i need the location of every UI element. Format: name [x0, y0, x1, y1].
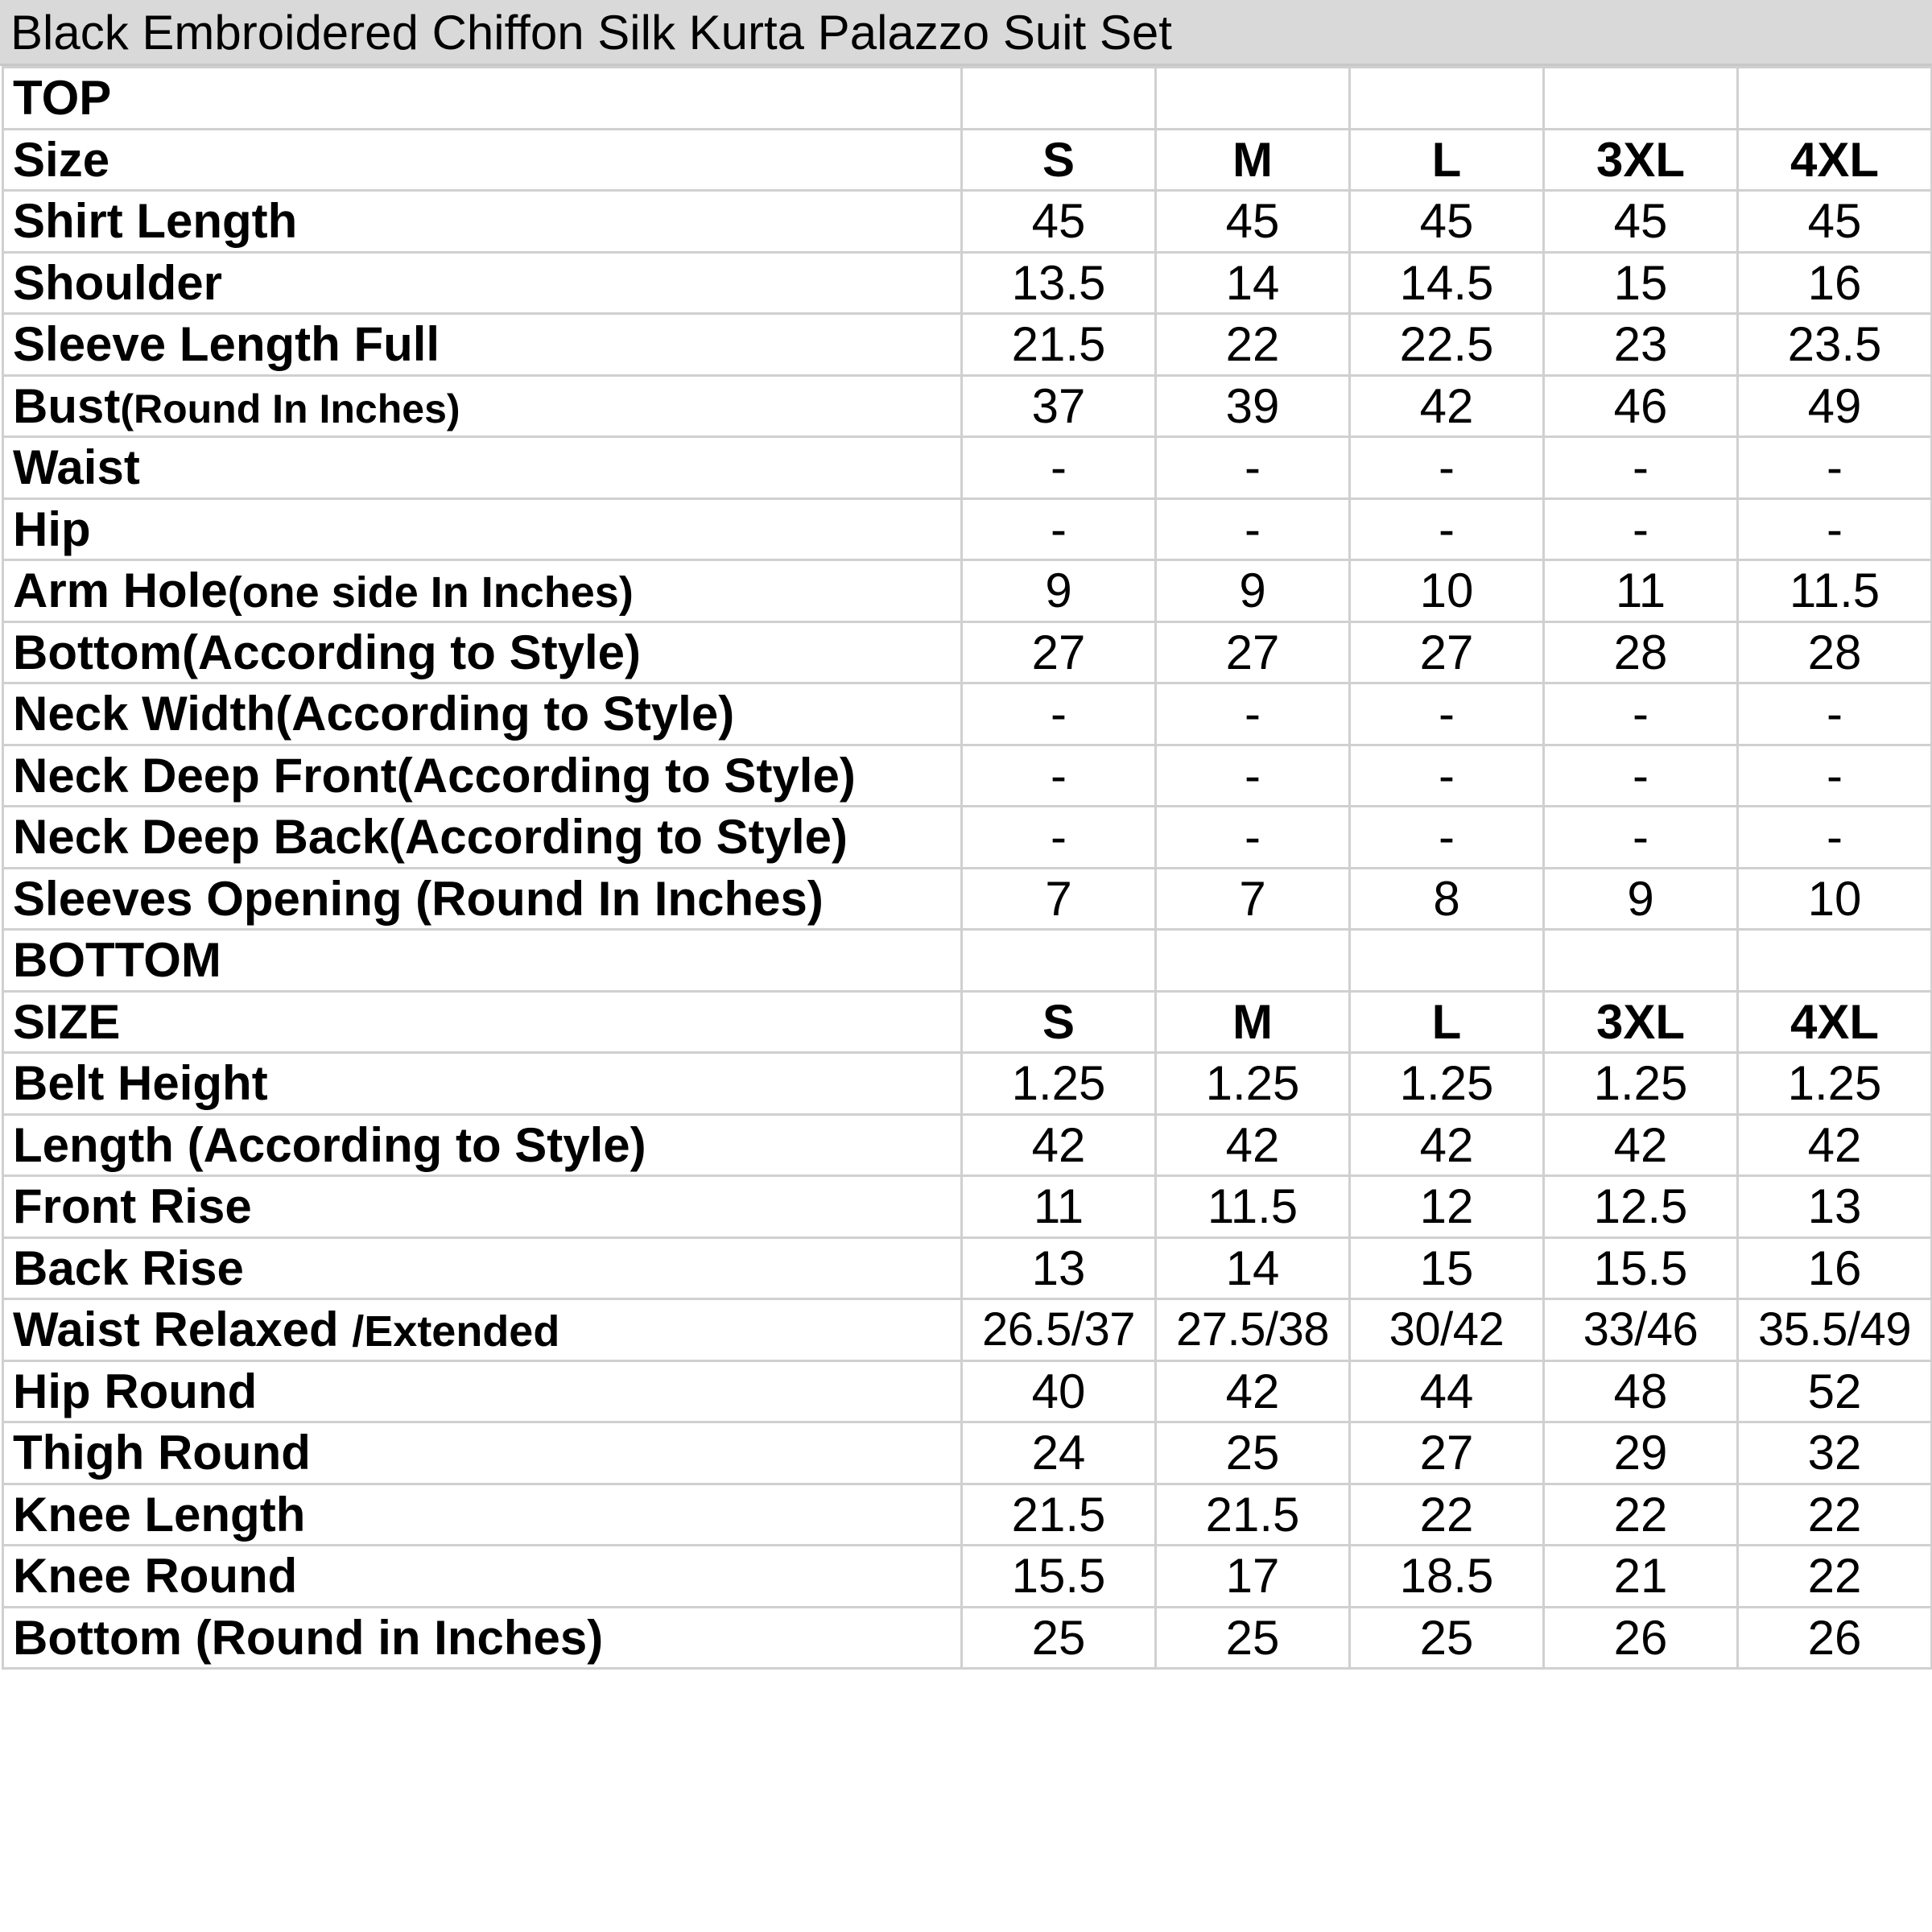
measurement-value-cell: 10 — [1350, 560, 1544, 622]
measurement-value-cell: 21.5 — [962, 1484, 1156, 1546]
measurement-value-cell: 35.5/49 — [1738, 1299, 1932, 1361]
measurement-value-cell: 21.5 — [962, 314, 1156, 376]
measurement-label: Neck Width(According to Style) — [13, 687, 735, 741]
measurement-value-cell: 14.5 — [1350, 252, 1544, 314]
measurement-value-cell: 9 — [1156, 560, 1350, 622]
measurement-value-cell: 27 — [1350, 621, 1544, 683]
measurement-value-cell: 28 — [1544, 621, 1738, 683]
measurement-value-cell: - — [1156, 498, 1350, 560]
measurement-label-cell — [3, 1176, 962, 1238]
measurement-value-cell: 14 — [1156, 1237, 1350, 1299]
measurement-value-cell: - — [1350, 745, 1544, 807]
measurement-value-cell: 16 — [1738, 252, 1932, 314]
measurement-label: Hip — [13, 502, 91, 556]
measurement-label-cell — [3, 375, 962, 437]
size-header-cell: 4XL — [1738, 129, 1932, 191]
measurement-value-cell: 22 — [1350, 1484, 1544, 1546]
measurement-label: Neck Deep Front(According to Style) — [13, 748, 856, 803]
measurement-value-cell: 14 — [1156, 252, 1350, 314]
measurement-value-cell: 27 — [1350, 1422, 1544, 1484]
measurement-value-cell: 1.25 — [962, 1053, 1156, 1115]
size-chart-body — [3, 68, 1932, 1669]
measurement-value-cell: 29 — [1544, 1422, 1738, 1484]
top-section-row — [3, 68, 1932, 130]
size-chart-table — [2, 66, 1932, 1670]
measurement-value-cell: 26 — [1544, 1607, 1738, 1669]
table-row — [3, 868, 1932, 930]
measurement-label-cell — [3, 314, 962, 376]
measurement-label-cell — [3, 621, 962, 683]
size-header-cell: 3XL — [1544, 129, 1738, 191]
top-size-header-row — [3, 129, 1932, 191]
measurement-value-cell: - — [1738, 498, 1932, 560]
bottom-section-label: BOTTOM — [3, 930, 962, 992]
measurement-label-cell — [3, 1053, 962, 1115]
measurement-value-cell: - — [1350, 498, 1544, 560]
table-row — [3, 621, 1932, 683]
measurement-value-cell: 42 — [1156, 1360, 1350, 1422]
size-header-cell: M — [1156, 991, 1350, 1053]
measurement-value-cell: 37 — [962, 375, 1156, 437]
measurement-note: (one side In Inches) — [227, 568, 634, 617]
measurement-value-cell: - — [962, 745, 1156, 807]
table-row — [3, 314, 1932, 376]
measurement-value-cell: 27 — [962, 621, 1156, 683]
measurement-value-cell: 8 — [1350, 868, 1544, 930]
measurement-label: Waist — [13, 440, 140, 495]
measurement-value-cell: - — [1544, 498, 1738, 560]
empty-cell — [1738, 68, 1932, 130]
measurement-value-cell: 48 — [1544, 1360, 1738, 1422]
measurement-label: Arm Hole — [13, 564, 228, 618]
measurement-label: Length (According to Style) — [13, 1117, 646, 1172]
table-row — [3, 1176, 1932, 1238]
measurement-value-cell: - — [1156, 807, 1350, 869]
measurement-label-cell — [3, 498, 962, 560]
table-row — [3, 252, 1932, 314]
table-row — [3, 1360, 1932, 1422]
measurement-value-cell: 25 — [962, 1607, 1156, 1669]
measurement-value-cell: 42 — [1544, 1114, 1738, 1176]
bottom-size-header-row — [3, 991, 1932, 1053]
measurement-value-cell: - — [1350, 683, 1544, 745]
measurement-label: Sleeves Opening (Round In Inches) — [13, 871, 824, 926]
measurement-value-cell: 26.5/37 — [962, 1299, 1156, 1361]
measurement-label: Belt Height — [13, 1056, 268, 1111]
empty-cell — [1544, 68, 1738, 130]
measurement-value-cell: 22 — [1544, 1484, 1738, 1546]
measurement-value-cell: 45 — [1738, 191, 1932, 253]
measurement-label-cell — [3, 1546, 962, 1608]
measurement-label: Shoulder — [13, 255, 223, 310]
measurement-value-cell: 42 — [1350, 1114, 1544, 1176]
measurement-label: Waist Relaxed — [13, 1302, 353, 1357]
measurement-value-cell: 11 — [1544, 560, 1738, 622]
measurement-value-cell: 22 — [1156, 314, 1350, 376]
table-row — [3, 1422, 1932, 1484]
measurement-label-cell — [3, 252, 962, 314]
measurement-value-cell: 25 — [1350, 1607, 1544, 1669]
measurement-value-cell: - — [1738, 745, 1932, 807]
measurement-value-cell: 23.5 — [1738, 314, 1932, 376]
measurement-value-cell: 52 — [1738, 1360, 1932, 1422]
measurement-value-cell: - — [962, 498, 1156, 560]
measurement-value-cell: 39 — [1156, 375, 1350, 437]
chart-title: Black Embroidered Chiffon Silk Kurta Palazzo Suit Set — [0, 0, 1932, 66]
table-row — [3, 1237, 1932, 1299]
table-row — [3, 807, 1932, 869]
measurement-value-cell: 7 — [962, 868, 1156, 930]
measurement-value-cell: 18.5 — [1350, 1546, 1544, 1608]
measurement-value-cell: 16 — [1738, 1237, 1932, 1299]
measurement-value-cell: 10 — [1738, 868, 1932, 930]
measurement-value-cell: 45 — [962, 191, 1156, 253]
measurement-value-cell: 25 — [1156, 1422, 1350, 1484]
measurement-value-cell: 9 — [962, 560, 1156, 622]
table-row — [3, 1607, 1932, 1669]
size-header-cell: 4XL — [1738, 991, 1932, 1053]
measurement-value-cell: 45 — [1544, 191, 1738, 253]
empty-cell — [1544, 930, 1738, 992]
measurement-value-cell: - — [1156, 683, 1350, 745]
measurement-label-cell — [3, 1360, 962, 1422]
measurement-value-cell: 1.25 — [1156, 1053, 1350, 1115]
measurement-value-cell: 42 — [1350, 375, 1544, 437]
measurement-value-cell: 21.5 — [1156, 1484, 1350, 1546]
measurement-value-cell: 21 — [1544, 1546, 1738, 1608]
empty-cell — [1156, 68, 1350, 130]
measurement-value-cell: 1.25 — [1738, 1053, 1932, 1115]
measurement-label-cell — [3, 1607, 962, 1669]
measurement-value-cell: 44 — [1350, 1360, 1544, 1422]
table-row — [3, 560, 1932, 622]
table-row — [3, 375, 1932, 437]
measurement-label-cell — [3, 1237, 962, 1299]
measurement-value-cell: 1.25 — [1544, 1053, 1738, 1115]
measurement-value-cell: - — [1738, 807, 1932, 869]
measurement-label-cell — [3, 560, 962, 622]
measurement-value-cell: 13 — [1738, 1176, 1932, 1238]
measurement-value-cell: 7 — [1156, 868, 1350, 930]
measurement-value-cell: - — [1544, 807, 1738, 869]
measurement-value-cell: 13.5 — [962, 252, 1156, 314]
table-row — [3, 1546, 1932, 1608]
measurement-value-cell: 27.5/38 — [1156, 1299, 1350, 1361]
measurement-note: (Round In Inches) — [120, 386, 460, 431]
table-row — [3, 1114, 1932, 1176]
bottom-size-label: SIZE — [3, 991, 962, 1053]
size-header-cell: 3XL — [1544, 991, 1738, 1053]
bottom-section-row — [3, 930, 1932, 992]
measurement-label-cell — [3, 437, 962, 499]
measurement-value-cell: 33/46 — [1544, 1299, 1738, 1361]
measurement-label-cell — [3, 191, 962, 253]
measurement-label: Front Rise — [13, 1179, 252, 1234]
measurement-value-cell: 28 — [1738, 621, 1932, 683]
measurement-value-cell: 22.5 — [1350, 314, 1544, 376]
measurement-value-cell: 15.5 — [962, 1546, 1156, 1608]
measurement-value-cell: 23 — [1544, 314, 1738, 376]
measurement-value-cell: 30/42 — [1350, 1299, 1544, 1361]
measurement-value-cell: 25 — [1156, 1607, 1350, 1669]
measurement-value-cell: - — [1156, 437, 1350, 499]
measurement-label: Shirt Length — [13, 194, 298, 249]
measurement-value-cell: 17 — [1156, 1546, 1350, 1608]
measurement-value-cell: 26 — [1738, 1607, 1932, 1669]
measurement-value-cell: - — [1156, 745, 1350, 807]
measurement-label: Knee Round — [13, 1549, 298, 1604]
measurement-value-cell: 32 — [1738, 1422, 1932, 1484]
measurement-value-cell: - — [1350, 437, 1544, 499]
measurement-value-cell: 15 — [1544, 252, 1738, 314]
empty-cell — [1350, 930, 1544, 992]
measurement-label: Hip Round — [13, 1364, 258, 1418]
measurement-value-cell: 49 — [1738, 375, 1932, 437]
table-row — [3, 191, 1932, 253]
measurement-value-cell: 1.25 — [1350, 1053, 1544, 1115]
measurement-label-cell — [3, 683, 962, 745]
table-row — [3, 498, 1932, 560]
measurement-label: Thigh Round — [13, 1426, 311, 1480]
measurement-value-cell: 42 — [1738, 1114, 1932, 1176]
size-header-cell: L — [1350, 991, 1544, 1053]
measurement-label-cell — [3, 1422, 962, 1484]
measurement-value-cell: 46 — [1544, 375, 1738, 437]
top-size-label: Size — [3, 129, 962, 191]
table-row — [3, 437, 1932, 499]
measurement-label: Bottom (Round in Inches) — [13, 1610, 604, 1665]
measurement-label-cell — [3, 1299, 962, 1361]
measurement-value-cell: 11.5 — [1738, 560, 1932, 622]
empty-cell — [1350, 68, 1544, 130]
measurement-note: /Extended — [352, 1307, 560, 1356]
measurement-value-cell: 42 — [962, 1114, 1156, 1176]
measurement-value-cell: 45 — [1156, 191, 1350, 253]
measurement-value-cell: 11.5 — [1156, 1176, 1350, 1238]
measurement-value-cell: 15 — [1350, 1237, 1544, 1299]
measurement-label: Knee Length — [13, 1487, 306, 1542]
measurement-label-cell — [3, 807, 962, 869]
measurement-value-cell: - — [1544, 745, 1738, 807]
table-row — [3, 1484, 1932, 1546]
measurement-value-cell: - — [1350, 807, 1544, 869]
measurement-value-cell: - — [1738, 437, 1932, 499]
measurement-value-cell: - — [1738, 683, 1932, 745]
measurement-value-cell: 11 — [962, 1176, 1156, 1238]
empty-cell — [1738, 930, 1932, 992]
table-row — [3, 1053, 1932, 1115]
measurement-label: Bust — [13, 378, 121, 433]
measurement-value-cell: 42 — [1156, 1114, 1350, 1176]
size-header-cell: S — [962, 991, 1156, 1053]
measurement-value-cell: 40 — [962, 1360, 1156, 1422]
measurement-value-cell: - — [962, 807, 1156, 869]
size-header-cell: S — [962, 129, 1156, 191]
measurement-value-cell: 27 — [1156, 621, 1350, 683]
measurement-value-cell: 24 — [962, 1422, 1156, 1484]
measurement-label: Sleeve Length Full — [13, 317, 440, 372]
measurement-value-cell: 45 — [1350, 191, 1544, 253]
empty-cell — [1156, 930, 1350, 992]
measurement-value-cell: - — [962, 437, 1156, 499]
measurement-value-cell: 13 — [962, 1237, 1156, 1299]
measurement-value-cell: 15.5 — [1544, 1237, 1738, 1299]
measurement-label-cell — [3, 1114, 962, 1176]
empty-cell — [962, 930, 1156, 992]
measurement-label-cell — [3, 868, 962, 930]
top-section-label: TOP — [3, 68, 962, 130]
measurement-value-cell: 12.5 — [1544, 1176, 1738, 1238]
measurement-label-cell — [3, 1484, 962, 1546]
table-row — [3, 683, 1932, 745]
size-header-cell: M — [1156, 129, 1350, 191]
empty-cell — [962, 68, 1156, 130]
measurement-value-cell: 9 — [1544, 868, 1738, 930]
measurement-label: Bottom(According to Style) — [13, 625, 641, 679]
measurement-value-cell: - — [962, 683, 1156, 745]
measurement-label: Back Rise — [13, 1241, 244, 1295]
table-row — [3, 1299, 1932, 1361]
measurement-label: Neck Deep Back(According to Style) — [13, 810, 848, 865]
measurement-value-cell: - — [1544, 437, 1738, 499]
size-header-cell: L — [1350, 129, 1544, 191]
measurement-label-cell — [3, 745, 962, 807]
measurement-value-cell: - — [1544, 683, 1738, 745]
measurement-value-cell: 22 — [1738, 1546, 1932, 1608]
measurement-value-cell: 12 — [1350, 1176, 1544, 1238]
table-row — [3, 745, 1932, 807]
measurement-value-cell: 22 — [1738, 1484, 1932, 1546]
